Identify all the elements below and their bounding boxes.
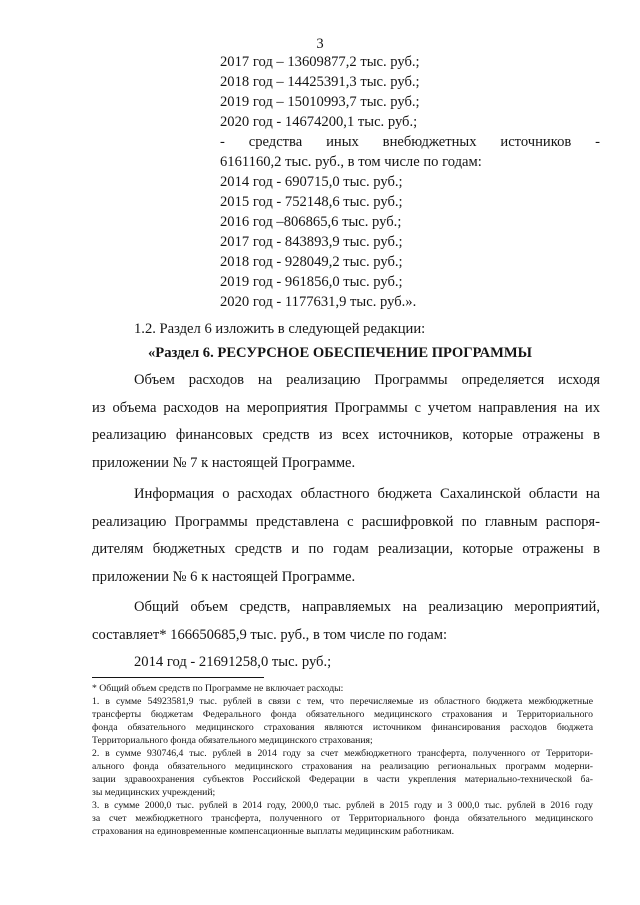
footnote-line: ального фонда обязательного медицинского страхования на реализацию региональных программ модерни- bbox=[92, 761, 593, 772]
paragraph-3-line: составляет* 166650685,9 тыс. руб., в том числе по годам: bbox=[92, 627, 448, 643]
paragraph-1-line: приложении № 7 к настоящей Программе. bbox=[92, 455, 356, 471]
footnote-line: за счет межбюджетного трансферта, полученного от Территориального фонда обязательного медицинского bbox=[92, 813, 593, 824]
year-line: 2017 год – 13609877,2 тыс. руб.; bbox=[220, 54, 420, 70]
paragraph-1-line: из объема расходов на мероприятия Программы с учетом направления на их bbox=[92, 400, 600, 416]
footnote-line: Территориального фонда обязательного медицинского страхования; bbox=[92, 735, 373, 746]
section-heading: «Раздел 6. РЕСУРСНОЕ ОБЕСПЕЧЕНИЕ ПРОГРАММЫ bbox=[148, 345, 532, 361]
paragraph-1-line: реализацию финансовых средств из всех источников, которые отражены в bbox=[92, 427, 600, 443]
year-line: 2015 год - 752148,6 тыс. руб.; bbox=[220, 194, 403, 210]
footnote-line: зации здравоохранения субъектов Российской Федерации в части укрепления материально-технической ба- bbox=[92, 774, 593, 785]
item-1-2: 1.2. Раздел 6 изложить в следующей редакции: bbox=[134, 321, 426, 337]
footnote-line: страхования на единовременные компенсационные выплаты медицинским работникам. bbox=[92, 826, 455, 837]
paragraph-2-line: Информация о расходах областного бюджета Сахалинской области на bbox=[134, 486, 600, 502]
year-line: 2016 год –806865,6 тыс. руб.; bbox=[220, 214, 402, 230]
footnote-line: 2. в сумме 930746,4 тыс. рублей в 2014 году за счет межбюджетного трансферта, полученного от Территори- bbox=[92, 748, 593, 759]
year-line: 2020 год - 1177631,9 тыс. руб.». bbox=[220, 294, 417, 310]
footnote-separator bbox=[92, 677, 264, 678]
year-2014-total: 2014 год - 21691258,0 тыс. руб.; bbox=[134, 654, 332, 670]
footnote-line: 1. в сумме 54923581,9 тыс. рублей в связи с тем, что перечисляемые из областного бюджета межбюджетные bbox=[92, 696, 593, 707]
paragraph-2-line: приложении № 6 к настоящей Программе. bbox=[92, 569, 356, 585]
footnote-line: трансферты бюджетам Федерального фонда обязательного медицинского страхования и Территориального bbox=[92, 709, 593, 720]
year-line: 2018 год - 928049,2 тыс. руб.; bbox=[220, 254, 403, 270]
year-line: 2019 год - 961856,0 тыс. руб.; bbox=[220, 274, 403, 290]
footnote-line: фонда обязательного медицинского страхования являются источником финансирования расходов бюджета bbox=[92, 722, 593, 733]
year-line: 2020 год - 14674200,1 тыс. руб.; bbox=[220, 114, 418, 130]
page-number: 3 bbox=[316, 36, 324, 52]
footnote-line: зы медицинских учреждений; bbox=[92, 787, 216, 798]
footnote-line: * Общий объем средств по Программе не включает расходы: bbox=[92, 683, 344, 694]
extrabudget-bullet-cont: 6161160,2 тыс. руб., в том числе по годам: bbox=[220, 154, 482, 170]
paragraph-2-line: дителям бюджетных средств и по годам реализации, которые отражены в bbox=[92, 541, 600, 557]
extrabudget-bullet: - средства иных внебюджетных источников - bbox=[220, 134, 600, 150]
footnote-line: 3. в сумме 2000,0 тыс. рублей в 2014 году, 2000,0 тыс. рублей в 2015 году и 3 000,0 тыс. рублей в 2016 году bbox=[92, 800, 593, 811]
year-line: 2019 год – 15010993,7 тыс. руб.; bbox=[220, 94, 420, 110]
year-line: 2018 год – 14425391,3 тыс. руб.; bbox=[220, 74, 420, 90]
paragraph-3-line: Общий объем средств, направляемых на реализацию мероприятий, bbox=[134, 599, 600, 615]
year-line: 2017 год - 843893,9 тыс. руб.; bbox=[220, 234, 403, 250]
year-line: 2014 год - 690715,0 тыс. руб.; bbox=[220, 174, 403, 190]
paragraph-1-line: Объем расходов на реализацию Программы определяется исходя bbox=[134, 372, 600, 388]
paragraph-2-line: реализацию Программы представлена с расшифровкой по главным распоря- bbox=[92, 514, 600, 530]
